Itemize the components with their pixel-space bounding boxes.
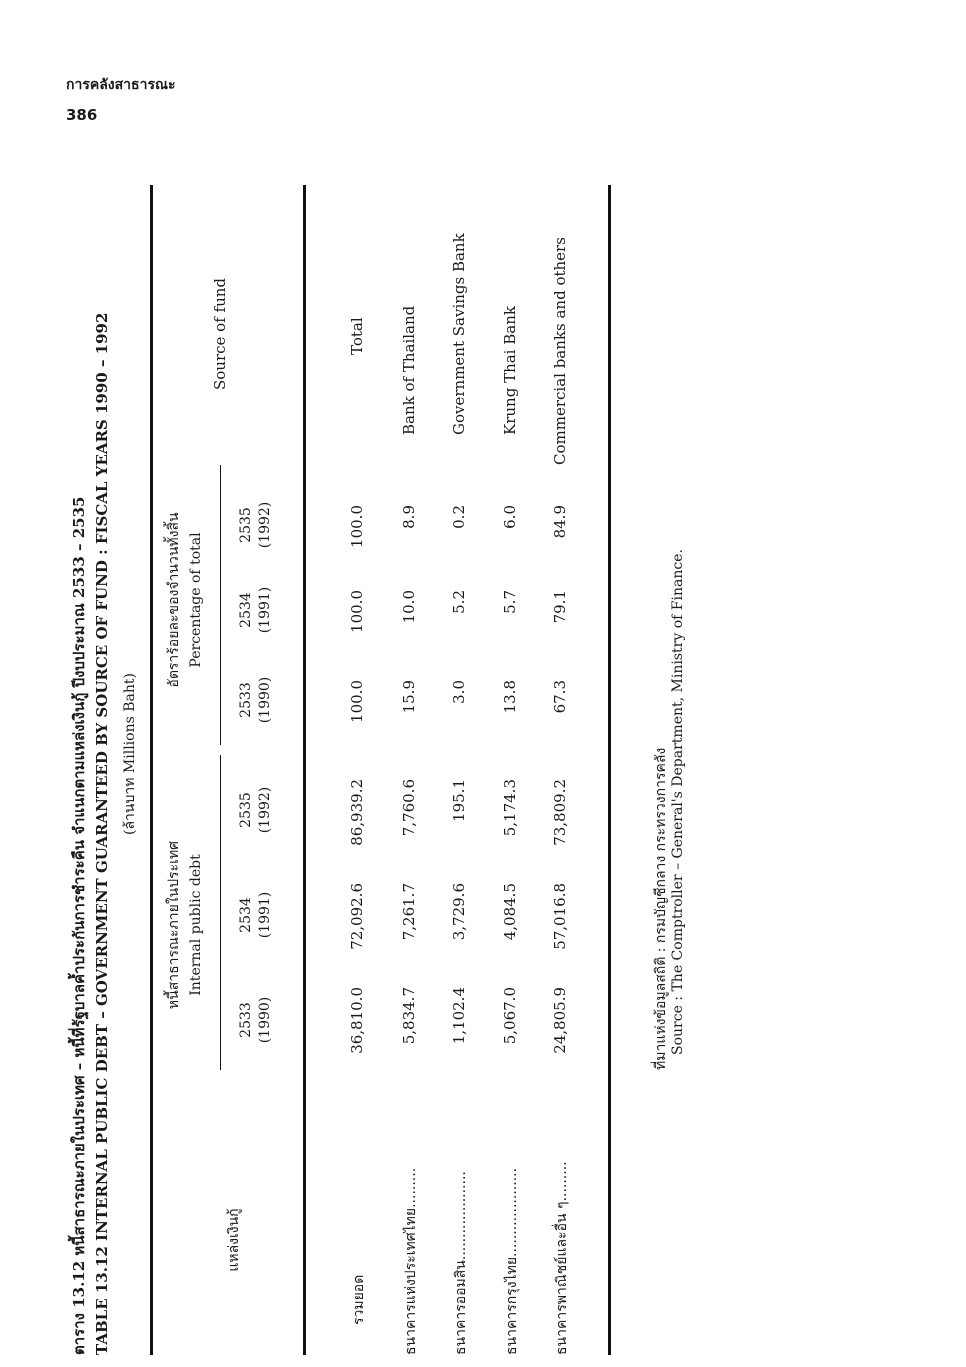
pct-cell: 100.0 xyxy=(348,680,366,723)
header-bottom-rule xyxy=(303,185,306,1355)
group-header-pct-thai: อัตราร้อยละของจำนวนทั้งสิ้น xyxy=(166,512,182,688)
rotated-table xyxy=(65,185,686,1355)
group-header-debt-english: Internal public debt xyxy=(188,854,204,996)
group-header-pct-english: Percentage of total xyxy=(188,532,204,668)
pct-cell: 6.0 xyxy=(501,505,519,529)
pct-cell: 79.1 xyxy=(551,590,569,624)
pct-cell: 84.9 xyxy=(551,505,569,539)
debt-cell: 5,174.3 xyxy=(501,779,519,837)
col-header-source-thai: แหล่งเงินกู้ xyxy=(226,1208,242,1272)
pct-cell: 3.0 xyxy=(450,680,468,704)
top-rule xyxy=(150,185,153,1355)
debt-cell: 5,067.0 xyxy=(501,987,519,1045)
year-header: 2534 (1991) xyxy=(238,891,273,939)
debt-cell: 7,760.6 xyxy=(400,779,418,837)
debt-cell: 195.1 xyxy=(450,779,468,822)
row-label-english: Commercial banks and others xyxy=(551,237,569,465)
debt-cell: 3,729.6 xyxy=(450,883,468,941)
year-header: 2533 (1990) xyxy=(238,676,273,724)
group-header-debt-thai: หนี้สาธารณะภายในประเทศ xyxy=(166,840,182,1010)
debt-cell: 57,016.8 xyxy=(551,883,569,950)
year-header: 2534 (1991) xyxy=(238,586,273,634)
pct-cell: 100.0 xyxy=(348,505,366,548)
pct-cell: 8.9 xyxy=(400,505,418,529)
pct-cell: 13.8 xyxy=(501,680,519,714)
pct-cell: 0.2 xyxy=(450,505,468,529)
col-header-source-english: Source of fund xyxy=(211,277,229,390)
running-header: การคลังสาธารณะ xyxy=(66,77,176,93)
pct-cell: 10.0 xyxy=(400,590,418,624)
debt-cell: 72,092.6 xyxy=(348,883,366,950)
debt-group-rule xyxy=(220,755,221,1070)
page-number: 386 xyxy=(66,106,98,124)
row-label-thai: ธนาคารกรุงไทย.................... xyxy=(504,1167,520,1355)
row-label-english: Total xyxy=(348,317,366,355)
pct-cell: 15.9 xyxy=(400,680,418,714)
year-header: 2535 (1992) xyxy=(238,786,273,834)
debt-cell: 7,261.7 xyxy=(400,883,418,941)
year-header: 2533 (1990) xyxy=(238,996,273,1044)
row-label-english: Government Savings Bank xyxy=(450,233,468,435)
table-unit: (ล้านบาท Millions Baht) xyxy=(122,673,138,835)
row-label-thai: ธนาคารออมสิน.................... xyxy=(453,1171,469,1355)
row-label-english: Bank of Thailand xyxy=(400,305,418,435)
debt-cell: 4,084.5 xyxy=(501,883,519,941)
bottom-rule xyxy=(608,185,611,1355)
row-label-thai: ธนาคารแห่งประเทศไทย......... xyxy=(403,1167,419,1355)
pct-cell: 5.2 xyxy=(450,590,468,614)
debt-cell: 86,939.2 xyxy=(348,779,366,846)
debt-cell: 1,102.4 xyxy=(450,987,468,1045)
pct-cell: 5.7 xyxy=(501,590,519,614)
debt-cell: 36,810.0 xyxy=(348,987,366,1054)
source-note-english: Source : The Comptroller – General's Department, Ministry of Finance. xyxy=(670,549,686,1055)
debt-cell: 73,809.2 xyxy=(551,779,569,846)
pct-cell: 100.0 xyxy=(348,590,366,633)
debt-cell: 24,805.9 xyxy=(551,987,569,1054)
row-label-english: Krung Thai Bank xyxy=(501,306,519,435)
debt-cell: 5,834.7 xyxy=(400,987,418,1045)
row-label-thai: ธนาคารพาณิชย์และอื่น ๆ......... xyxy=(554,1161,570,1355)
pct-cell: 67.3 xyxy=(551,680,569,714)
pct-group-rule xyxy=(220,465,221,745)
table-title-english: TABLE 13.12 INTERNAL PUBLIC DEBT – GOVERNMENT GUARANTEED BY SOURCE OF FUND : FISCAL YEARS 1990 – 1992 xyxy=(93,312,111,1355)
year-header: 2535 (1992) xyxy=(238,501,273,549)
row-label-thai: รวมยอด xyxy=(351,1274,367,1325)
source-note-thai: ที่มาแห่งข้อมูลสถิติ : กรมบัญชีกลาง กระทรวงการคลัง xyxy=(653,747,669,1070)
table-title-thai: ตาราง 13.12 หนี้สาธารณะภายในประเทศ – หนี้ที่รัฐบาลค้ำประกันการชำระคืน จำแนกตามแหล่งเงินกู้ ปีงบประมาณ 2533 – 2535 xyxy=(70,496,88,1355)
